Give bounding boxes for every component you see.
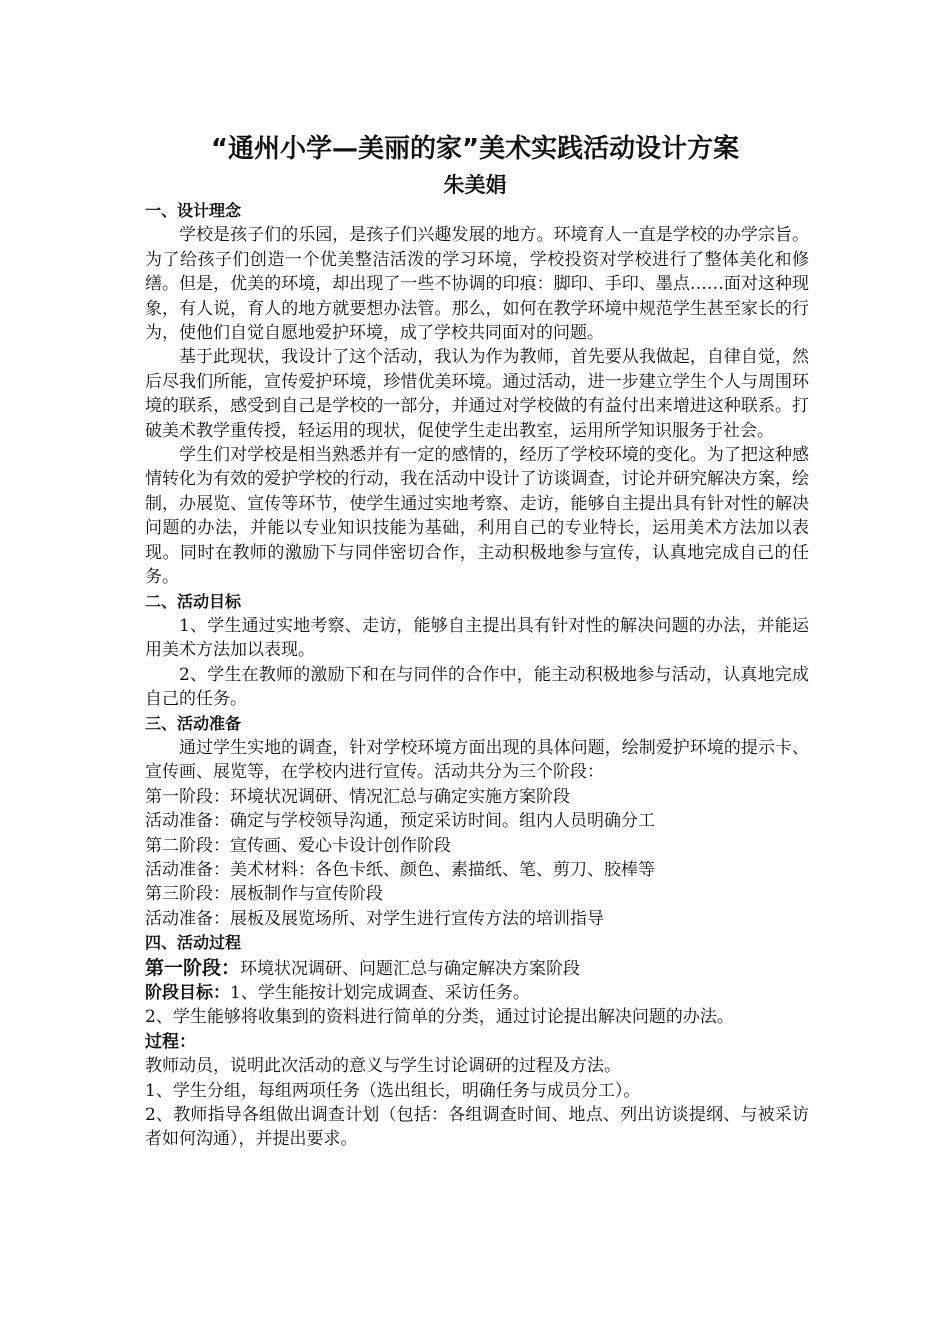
text-line: 第二阶段：宣传画、爱心卡设计创作阶段 — [145, 835, 451, 856]
section-heading-design-concept: 一、设计理念 — [145, 201, 242, 220]
paragraph: 通过学生实地的调查，针对学校环境方面出现的具体问题，绘制爱护环境的提示卡、宣传画、展览等，在学校内进行宣传。活动共分为三个阶段： — [145, 737, 809, 783]
section-heading-activity-goals: 二、活动目标 — [145, 591, 242, 611]
text-line: 2、教师指导各组做出调查计划（包括：各组调查时间、地点、列出访谈提纲、与被采访者如何沟通），并提出要求。 — [145, 1105, 809, 1150]
process-label: 过程： — [145, 1031, 196, 1052]
paragraph: 1、学生通过实地考察、走访，能够自主提出具有针对性的解决问题的办法，并能运用美术方法加以表现。 — [145, 615, 809, 661]
section-heading-activity-process: 四、活动过程 — [145, 933, 242, 953]
text-line: 2、学生能够将收集到的资料进行简单的分类，通过讨论提出解决问题的办法。 — [145, 1007, 734, 1028]
paragraph: 学校是孩子们的乐园，是孩子们兴趣发展的地方。环境育人一直是学校的办学宗旨。为了给孩子们创造一个优美整洁活泼的学习环境，学校投资对学校进行了整体美化和修缮。但是，优美的环境，却出现了一些不协调的印痕：脚印、手印、墨点……面对这种现象，有人说，育人的地方就要想办法管。那么，如何在教学环境中规范学生甚至家长的行为，使他们自觉自愿地爱护环境，成了学校共同面对的问题。 — [145, 225, 809, 344]
goal-line — [145, 981, 809, 1005]
stage-text: 环境状况调研、问题汇总与确定解决方案阶段 — [240, 958, 581, 979]
section-heading-activity-preparation: 三、活动准备 — [145, 713, 242, 733]
text-line: 第三阶段：展板制作与宣传阶段 — [145, 884, 383, 905]
paragraph: 学生们对学校是相当熟悉并有一定的感情的，经历了学校环境的变化。为了把这种感情转化为有效的爱护学校的行动，我在活动中设计了访谈调查，讨论并研究解决方案，绘制，办展览、宣传等环节，使学生通过实地考察、走访，能够自主提出具有针对性的解决问题的办法，并能以专业知识技能为基础，利用自己的专业特长，运用美术方法加以表现。同时在教师的激励下与同伴密切合作，主动积极地参与宣传，认真地完成自己的任务。 — [145, 445, 809, 588]
text-line: 活动准备：美术材料：各色卡纸、颜色、素描纸、笔、剪刀、胶棒等 — [145, 859, 655, 880]
stage-line — [145, 956, 809, 981]
stage-label: 第一阶段： — [145, 956, 241, 979]
paragraph: 2、学生在教师的激励下和在与同伴的合作中，能主动积极地参与活动，认真地完成自己的任务。 — [145, 664, 809, 710]
document-title: “通州小学—美丽的家”美术实践活动设计方案 — [210, 134, 740, 164]
paragraph: 基于此现状，我设计了这个活动，我认为作为教师，首先要从我做起，自律自觉，然后尽我们所能，宣传爱护环境，珍惜优美环境。通过活动，进一步建立学生个人与周围环境的联系，感受到自己是学校的一部分，并通过对学校做的有益付出来增进这种联系。打破美术教学重传授，轻运用的现状，促使学生走出教室，运用所学知识服务于社会。 — [145, 347, 809, 441]
goal-label: 阶段目标： — [145, 983, 230, 1003]
author-name: 朱美娟 — [443, 173, 507, 197]
document-body — [145, 199, 809, 1152]
text-line: 教师动员，说明此次活动的意义与学生讨论调研的过程及方法。 — [145, 1056, 621, 1077]
goal-text: 1、学生能按计划完成调查、采访任务。 — [230, 983, 530, 1003]
text-line: 1、学生分组，每组两项任务（选出组长，明确任务与成员分工）。 — [145, 1080, 641, 1101]
text-line: 第一阶段：环境状况调研、情况汇总与确定实施方案阶段 — [145, 786, 570, 807]
text-line: 活动准备：展板及展览场所、对学生进行宣传方法的培训指导 — [145, 908, 604, 929]
text-line: 活动准备：确定与学校领导沟通，预定采访时间。组内人员明确分工 — [145, 811, 655, 832]
